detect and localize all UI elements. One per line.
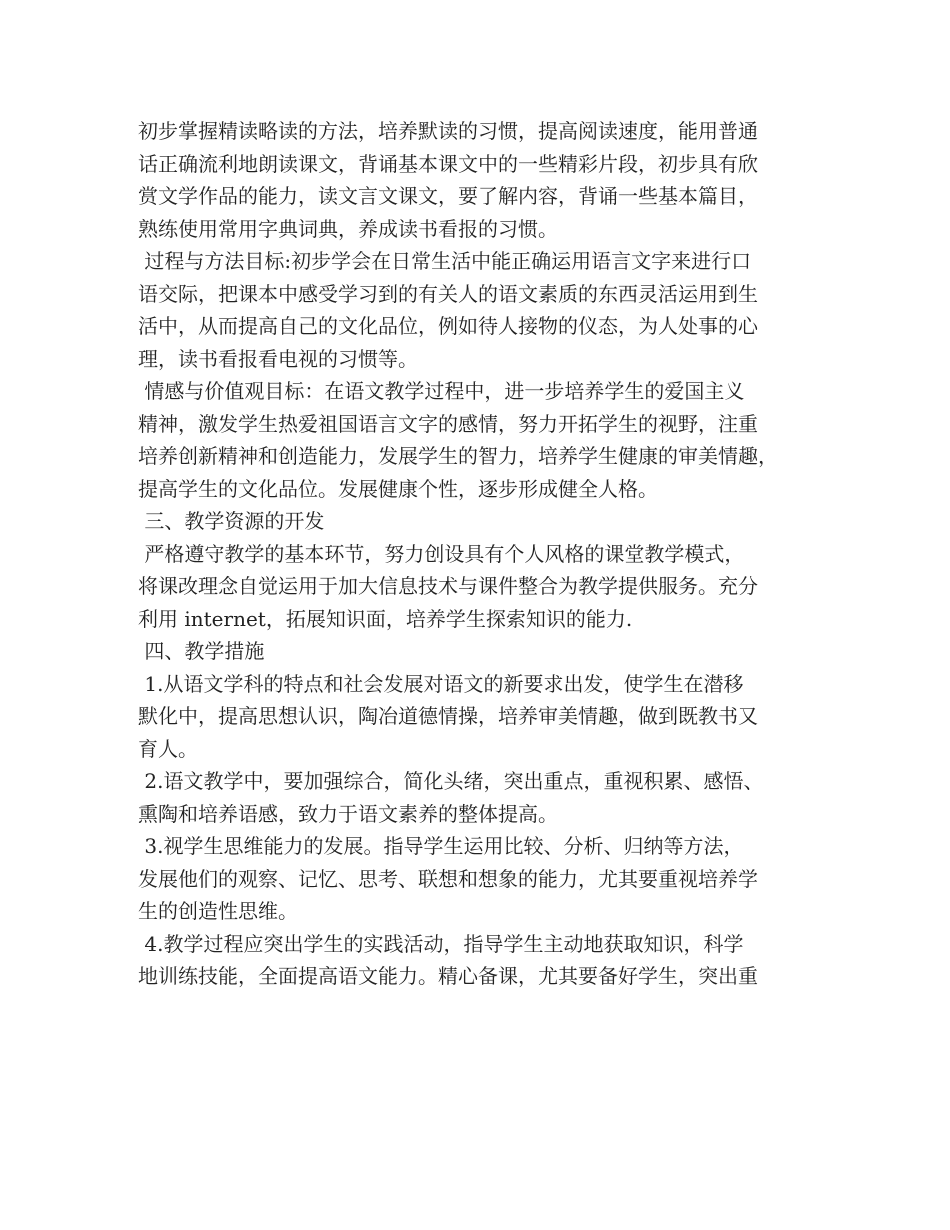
text-line: 严格遵守教学的基本环节，努力创设具有个人风格的课堂教学模式， bbox=[138, 541, 745, 566]
text-line: 语交际，把课本中感受学习到的有关人的语文素质的东西灵活运用到生 bbox=[138, 281, 758, 306]
text-line: 2.语文教学中，要加强综合，简化头绪，突出重点，重视积累、感悟、 bbox=[138, 769, 764, 793]
text-line: 精神，激发学生热爱祖国语言文字的感情，努力开拓学生的视野，注重 bbox=[138, 411, 758, 436]
text-line: 默化中，提高思想认识，陶冶道德情操，培养审美情趣，做到既教书又 bbox=[138, 704, 758, 728]
text-line: 熟练使用常用字典词典，养成读书看报的习惯。 bbox=[138, 216, 558, 241]
text-line: 过程与方法目标:初步学会在日常生活中能正确运用语言文字来进行口 bbox=[138, 249, 752, 273]
section-heading: 三、教学资源的开发 bbox=[138, 509, 325, 533]
text-line: 培养创新精神和创造能力，发展学生的智力，培养学生健康的审美情趣， bbox=[138, 444, 778, 468]
document-body bbox=[138, 115, 828, 993]
text-line: 生的创造性思维。 bbox=[138, 899, 298, 923]
text-line: 情感与价值观目标：在语文教学过程中，进一步培养学生的爱国主义 bbox=[138, 379, 745, 403]
text-line: 3.视学生思维能力的发展。指导学生运用比较、分析、归纳等方法， bbox=[138, 834, 744, 858]
text-line: 地训练技能，全面提高语文能力。精心备课，尤其要备好学生，突出重 bbox=[138, 964, 758, 988]
text-line: 理，读书看报看电视的习惯等。 bbox=[138, 346, 418, 371]
text-line: 提高学生的文化品位。发展健康个性，逐步形成健全人格。 bbox=[138, 476, 658, 501]
text-line: 育人。 bbox=[138, 736, 198, 761]
text-line: 4.教学过程应突出学生的实践活动，指导学生主动地获取知识，科学 bbox=[138, 931, 744, 956]
text-line: 将课改理念自觉运用于加大信息技术与课件整合为教学提供服务。充分 bbox=[138, 574, 758, 598]
text-line: 初步掌握精读略读的方法，培养默读的习惯，提高阅读速度，能用普通 bbox=[138, 119, 758, 143]
section-heading: 四、教学措施 bbox=[138, 639, 265, 663]
text-line: 利用 internet，拓展知识面，培养学生探索知识的能力. bbox=[138, 606, 633, 631]
text-line: 话正确流利地朗读课文，背诵基本课文中的一些精彩片段，初步具有欣 bbox=[138, 151, 758, 176]
text-line: 活中，从而提高自己的文化品位，例如待人接物的仪态，为人处事的心 bbox=[138, 314, 758, 338]
text-line: 熏陶和培养语感，致力于语文素养的整体提高。 bbox=[138, 801, 558, 826]
text-line: 发展他们的观察、记忆、思考、联想和想象的能力，尤其要重视培养学 bbox=[138, 866, 758, 891]
text-line: 1.从语文学科的特点和社会发展对语文的新要求出发，使学生在潜移 bbox=[138, 671, 744, 696]
text-line: 赏文学作品的能力，读文言文课文，要了解内容，背诵一些基本篇目， bbox=[138, 184, 758, 208]
